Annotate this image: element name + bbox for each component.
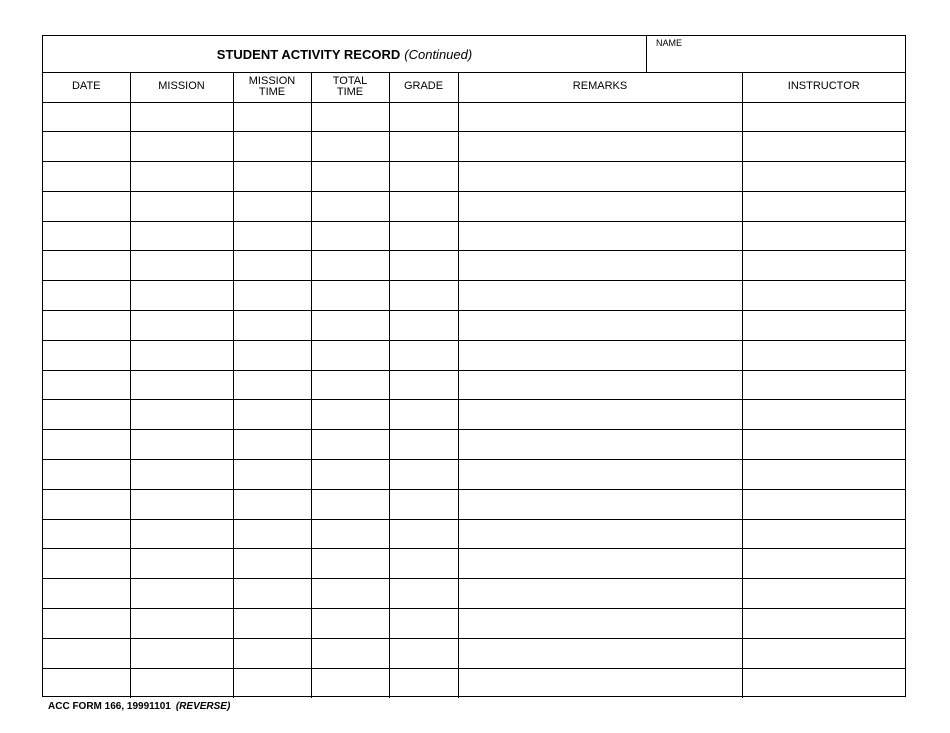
column-header-date bbox=[43, 72, 130, 102]
table-cell-instructor[interactable] bbox=[742, 400, 905, 430]
table-cell-remarks[interactable] bbox=[458, 549, 742, 579]
column-header-line2: TIME bbox=[258, 85, 286, 98]
table-cell-mission[interactable] bbox=[130, 668, 233, 698]
column-header-line1: MISSION bbox=[248, 74, 296, 87]
table-cell-date[interactable] bbox=[43, 281, 130, 311]
table-cell-instructor[interactable] bbox=[742, 609, 905, 639]
student-activity-record-form bbox=[42, 35, 906, 697]
activity-table bbox=[43, 72, 905, 698]
table-cell-instructor[interactable] bbox=[742, 132, 905, 162]
table-cell-mission[interactable] bbox=[233, 311, 311, 341]
table-cell-total[interactable] bbox=[311, 400, 389, 430]
table-cell-remarks[interactable] bbox=[458, 489, 742, 519]
title-row bbox=[43, 36, 905, 73]
form-footer bbox=[48, 701, 230, 712]
table-cell-grade[interactable] bbox=[389, 251, 458, 281]
table-cell-mission[interactable] bbox=[233, 638, 311, 668]
form-id: ACC FORM 166, 19991101 bbox=[48, 701, 171, 712]
table-cell-mission[interactable] bbox=[130, 221, 233, 251]
table-cell-instructor[interactable] bbox=[742, 340, 905, 370]
form-side: (REVERSE) bbox=[175, 701, 231, 712]
table-cell-remarks[interactable] bbox=[458, 191, 742, 221]
table-cell-instructor[interactable] bbox=[742, 549, 905, 579]
table-row bbox=[43, 221, 905, 251]
column-header-line1: MISSION bbox=[158, 80, 205, 93]
table-cell-instructor[interactable] bbox=[742, 311, 905, 341]
table-header bbox=[43, 72, 905, 102]
table-cell-mission[interactable] bbox=[130, 132, 233, 162]
table-row bbox=[43, 281, 905, 311]
table-cell-date[interactable] bbox=[43, 311, 130, 341]
table-cell-instructor[interactable] bbox=[742, 221, 905, 251]
table-cell-instructor[interactable] bbox=[742, 638, 905, 668]
table-cell-grade[interactable] bbox=[389, 340, 458, 370]
table-cell-grade[interactable] bbox=[389, 489, 458, 519]
table-body bbox=[43, 102, 905, 698]
table-cell-grade[interactable] bbox=[389, 638, 458, 668]
table-cell-total[interactable] bbox=[311, 519, 389, 549]
column-header-line1: INSTRUCTOR bbox=[787, 80, 860, 93]
table-row bbox=[43, 579, 905, 609]
table-cell-mission[interactable] bbox=[130, 519, 233, 549]
table-row bbox=[43, 609, 905, 639]
table-cell-instructor[interactable] bbox=[742, 489, 905, 519]
table-cell-remarks[interactable] bbox=[458, 519, 742, 549]
table-cell-remarks[interactable] bbox=[458, 251, 742, 281]
table-cell-total[interactable] bbox=[311, 549, 389, 579]
table-cell-mission[interactable] bbox=[233, 489, 311, 519]
table-row bbox=[43, 400, 905, 430]
column-header-line1: REMARKS bbox=[572, 80, 628, 93]
table-cell-date[interactable] bbox=[43, 579, 130, 609]
table-cell-remarks[interactable] bbox=[458, 311, 742, 341]
table-cell-instructor[interactable] bbox=[742, 162, 905, 192]
column-header-grade bbox=[389, 72, 458, 102]
column-header-total bbox=[311, 72, 389, 102]
table-cell-mission[interactable] bbox=[233, 370, 311, 400]
table-header-row bbox=[43, 72, 905, 102]
table-cell-grade[interactable] bbox=[389, 370, 458, 400]
table-cell-instructor[interactable] bbox=[742, 102, 905, 132]
table-cell-mission[interactable] bbox=[130, 489, 233, 519]
table-cell-total[interactable] bbox=[311, 162, 389, 192]
table-cell-total[interactable] bbox=[311, 221, 389, 251]
table-cell-mission[interactable] bbox=[130, 370, 233, 400]
table-cell-mission[interactable] bbox=[130, 579, 233, 609]
table-cell-mission[interactable] bbox=[233, 340, 311, 370]
column-header-line1: GRADE bbox=[403, 80, 444, 93]
table-cell-remarks[interactable] bbox=[458, 430, 742, 460]
table-cell-grade[interactable] bbox=[389, 430, 458, 460]
table-cell-grade[interactable] bbox=[389, 221, 458, 251]
table-row bbox=[43, 519, 905, 549]
table-cell-date[interactable] bbox=[43, 221, 130, 251]
table-row bbox=[43, 102, 905, 132]
table-cell-mission[interactable] bbox=[130, 638, 233, 668]
table-cell-mission[interactable] bbox=[233, 549, 311, 579]
table-cell-date[interactable] bbox=[43, 549, 130, 579]
table-cell-total[interactable] bbox=[311, 370, 389, 400]
table-row bbox=[43, 311, 905, 341]
table-cell-date[interactable] bbox=[43, 519, 130, 549]
name-label: NAME bbox=[656, 38, 683, 48]
table-cell-mission[interactable] bbox=[130, 102, 233, 132]
table-cell-mission[interactable] bbox=[233, 579, 311, 609]
table-cell-remarks[interactable] bbox=[458, 132, 742, 162]
table-cell-date[interactable] bbox=[43, 638, 130, 668]
table-cell-mission[interactable] bbox=[130, 400, 233, 430]
table-cell-remarks[interactable] bbox=[458, 579, 742, 609]
column-header-line2: TIME bbox=[336, 85, 364, 98]
table-cell-remarks[interactable] bbox=[458, 221, 742, 251]
table-cell-grade[interactable] bbox=[389, 162, 458, 192]
table-cell-date[interactable] bbox=[43, 400, 130, 430]
table-cell-date[interactable] bbox=[43, 340, 130, 370]
column-header-mission bbox=[233, 72, 311, 102]
table-cell-total[interactable] bbox=[311, 191, 389, 221]
table-cell-mission[interactable] bbox=[233, 609, 311, 639]
table-cell-grade[interactable] bbox=[389, 460, 458, 490]
table-cell-mission[interactable] bbox=[130, 162, 233, 192]
table-cell-total[interactable] bbox=[311, 489, 389, 519]
table-cell-mission[interactable] bbox=[130, 609, 233, 639]
table-cell-total[interactable] bbox=[311, 340, 389, 370]
form-title bbox=[43, 36, 647, 72]
table-cell-total[interactable] bbox=[311, 281, 389, 311]
table-cell-mission[interactable] bbox=[130, 311, 233, 341]
table-cell-mission[interactable] bbox=[233, 668, 311, 698]
table-cell-remarks[interactable] bbox=[458, 460, 742, 490]
table-cell-mission[interactable] bbox=[130, 281, 233, 311]
table-cell-date[interactable] bbox=[43, 251, 130, 281]
column-header-remarks bbox=[458, 72, 742, 102]
table-cell-remarks[interactable] bbox=[458, 370, 742, 400]
table-row bbox=[43, 549, 905, 579]
table-cell-grade[interactable] bbox=[389, 400, 458, 430]
table-cell-grade[interactable] bbox=[389, 579, 458, 609]
table-cell-total[interactable] bbox=[311, 102, 389, 132]
table-row bbox=[43, 132, 905, 162]
table-cell-instructor[interactable] bbox=[742, 251, 905, 281]
table-cell-date[interactable] bbox=[43, 191, 130, 221]
table-cell-total[interactable] bbox=[311, 460, 389, 490]
table-cell-total[interactable] bbox=[311, 668, 389, 698]
name-field[interactable] bbox=[647, 36, 905, 72]
table-cell-instructor[interactable] bbox=[742, 668, 905, 698]
table-cell-remarks[interactable] bbox=[458, 668, 742, 698]
table-cell-grade[interactable] bbox=[389, 609, 458, 639]
table-row bbox=[43, 251, 905, 281]
table-cell-mission[interactable] bbox=[233, 251, 311, 281]
table-row bbox=[43, 460, 905, 490]
table-cell-mission[interactable] bbox=[233, 191, 311, 221]
table-cell-remarks[interactable] bbox=[458, 102, 742, 132]
table-row bbox=[43, 489, 905, 519]
table-cell-total[interactable] bbox=[311, 311, 389, 341]
table-cell-remarks[interactable] bbox=[458, 340, 742, 370]
table-cell-date[interactable] bbox=[43, 430, 130, 460]
table-cell-mission[interactable] bbox=[233, 221, 311, 251]
table-cell-mission[interactable] bbox=[233, 519, 311, 549]
table-cell-remarks[interactable] bbox=[458, 638, 742, 668]
table-cell-remarks[interactable] bbox=[458, 162, 742, 192]
table-row bbox=[43, 162, 905, 192]
table-cell-instructor[interactable] bbox=[742, 519, 905, 549]
table-cell-date[interactable] bbox=[43, 609, 130, 639]
table-cell-date[interactable] bbox=[43, 162, 130, 192]
table-cell-mission[interactable] bbox=[233, 162, 311, 192]
form-title-suffix: (Continued) bbox=[404, 46, 473, 62]
table-cell-mission[interactable] bbox=[130, 460, 233, 490]
table-cell-remarks[interactable] bbox=[458, 281, 742, 311]
table-cell-grade[interactable] bbox=[389, 132, 458, 162]
form-title-text: STUDENT ACTIVITY RECORD bbox=[216, 46, 401, 62]
table-cell-mission[interactable] bbox=[130, 191, 233, 221]
table-row bbox=[43, 191, 905, 221]
table-cell-mission[interactable] bbox=[233, 400, 311, 430]
table-cell-mission[interactable] bbox=[233, 281, 311, 311]
table-cell-instructor[interactable] bbox=[742, 579, 905, 609]
table-cell-date[interactable] bbox=[43, 460, 130, 490]
table-cell-instructor[interactable] bbox=[742, 430, 905, 460]
table-cell-mission[interactable] bbox=[233, 460, 311, 490]
column-header-line1: DATE bbox=[71, 80, 101, 93]
table-cell-mission[interactable] bbox=[130, 251, 233, 281]
table-row bbox=[43, 340, 905, 370]
table-cell-instructor[interactable] bbox=[742, 460, 905, 490]
table-cell-instructor[interactable] bbox=[742, 370, 905, 400]
table-cell-date[interactable] bbox=[43, 489, 130, 519]
table-cell-date[interactable] bbox=[43, 370, 130, 400]
table-cell-remarks[interactable] bbox=[458, 400, 742, 430]
table-cell-mission[interactable] bbox=[233, 102, 311, 132]
table-cell-grade[interactable] bbox=[389, 549, 458, 579]
table-row bbox=[43, 638, 905, 668]
table-cell-total[interactable] bbox=[311, 430, 389, 460]
table-cell-grade[interactable] bbox=[389, 311, 458, 341]
table-cell-mission[interactable] bbox=[233, 430, 311, 460]
table-cell-grade[interactable] bbox=[389, 519, 458, 549]
table-cell-total[interactable] bbox=[311, 638, 389, 668]
table-cell-grade[interactable] bbox=[389, 102, 458, 132]
table-cell-total[interactable] bbox=[311, 251, 389, 281]
table-row bbox=[43, 668, 905, 698]
table-cell-total[interactable] bbox=[311, 579, 389, 609]
table-cell-grade[interactable] bbox=[389, 668, 458, 698]
table-cell-grade[interactable] bbox=[389, 191, 458, 221]
table-cell-total[interactable] bbox=[311, 609, 389, 639]
table-cell-date[interactable] bbox=[43, 102, 130, 132]
table-cell-instructor[interactable] bbox=[742, 191, 905, 221]
table-cell-remarks[interactable] bbox=[458, 609, 742, 639]
table-cell-grade[interactable] bbox=[389, 281, 458, 311]
table-cell-instructor[interactable] bbox=[742, 281, 905, 311]
column-header-mission bbox=[130, 72, 233, 102]
table-row bbox=[43, 430, 905, 460]
column-header-line1: TOTAL bbox=[332, 74, 368, 87]
table-row bbox=[43, 370, 905, 400]
table-cell-date[interactable] bbox=[43, 668, 130, 698]
column-header-instructor bbox=[742, 72, 905, 102]
table-cell-mission[interactable] bbox=[233, 132, 311, 162]
table-cell-mission[interactable] bbox=[130, 340, 233, 370]
table-cell-mission[interactable] bbox=[130, 430, 233, 460]
table-cell-total[interactable] bbox=[311, 132, 389, 162]
table-cell-mission[interactable] bbox=[130, 549, 233, 579]
table-cell-date[interactable] bbox=[43, 132, 130, 162]
